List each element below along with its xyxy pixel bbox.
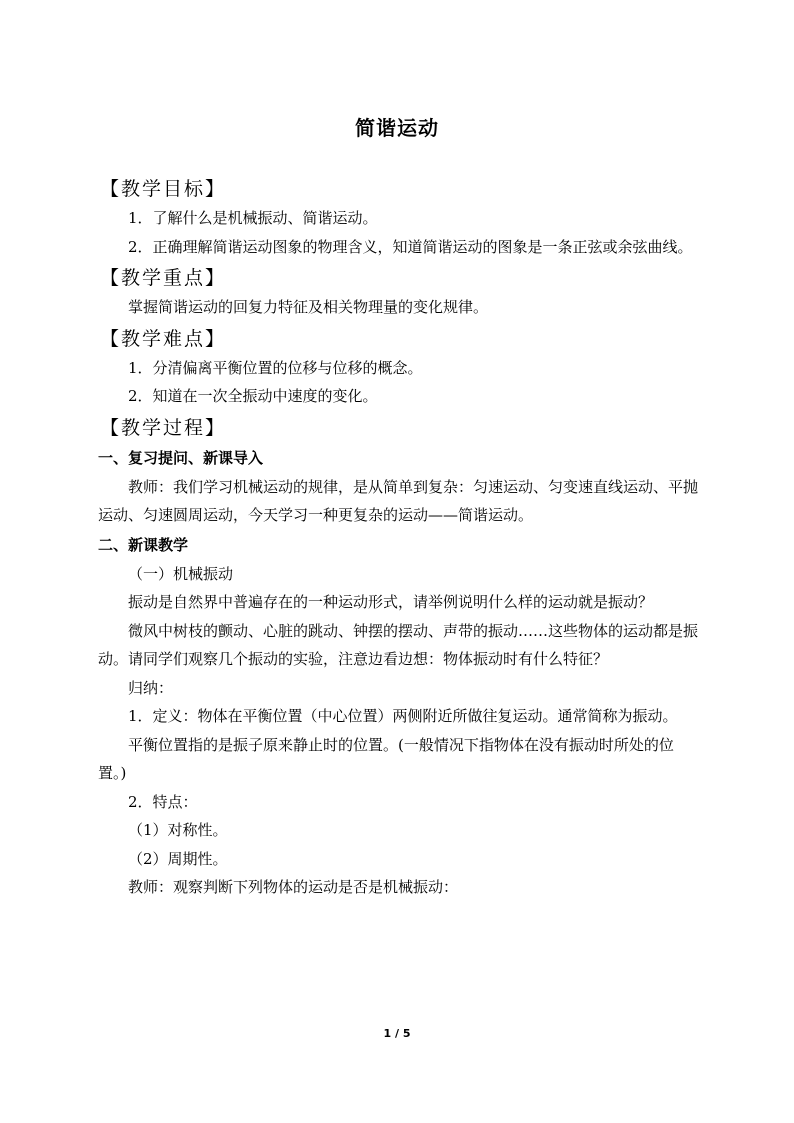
part2-heading: 二、新课教学 (98, 535, 189, 554)
document-body (98, 172, 698, 902)
paragraph-a: 振动是自然界中普遍存在的一种运动形式，请举例说明什么样的运动就是振动？ (128, 593, 654, 611)
difficulty-1: 1．分清偏离平衡位置的位移与位移的概念。 (128, 358, 423, 377)
paragraph-h: （2）周期性。 (128, 849, 228, 868)
subsection-mechanical-vibration: （一）机械振动 (128, 564, 234, 583)
heading-goals: 【教学目标】 (100, 178, 227, 200)
page-title: 简谐运动 (355, 116, 439, 140)
part1-paragraph: 教师：我们学习机械运动的规律，是从简单到复杂：匀速运动、匀变速直线运动、平抛运动、匀速圆周运动，今天学习一种更复杂的运动——简谐运动。 (98, 477, 699, 524)
paragraph-e: 平衡位置指的是振子原来静止时的位置。(一般情况下指物体在没有振动时所处的位置。) (98, 735, 674, 782)
goal-1: 1．了解什么是机械振动、简谐运动。 (128, 209, 378, 227)
part1-heading: 一、复习提问、新课导入 (98, 448, 264, 467)
paragraph-i: 教师：观察判断下列物体的运动是否是机械振动： (128, 878, 459, 896)
heading-key-points: 【教学重点】 (100, 267, 227, 289)
difficulty-2: 2．知道在一次全振动中速度的变化。 (128, 387, 378, 405)
paragraph-d: 1．定义：物体在平衡位置（中心位置）两侧附近所做往复运动。通常简称为振动。 (128, 707, 678, 725)
goal-2: 2．正确理解简谐运动图象的物理含义，知道简谐运动的图象是一条正弦或余弦曲线。 (128, 237, 693, 256)
page-number: 1 / 5 (383, 1027, 411, 1040)
paragraph-f: 2．特点： (128, 792, 198, 811)
paragraph-g: （1）对称性。 (128, 821, 228, 839)
heading-difficulties: 【教学难点】 (100, 327, 227, 350)
paragraph-c: 归纳： (128, 678, 174, 697)
heading-process: 【教学过程】 (100, 416, 227, 439)
key-point-1: 掌握简谐运动的回复力特征及相关物理量的变化规律。 (128, 298, 489, 316)
paragraph-b: 微风中树枝的颤动、心脏的跳动、钟摆的摆动、声带的振动……这些物体的运动都是振动。请同学们观察几个振动的实验，注意边看边想：物体振动时有什么特征？ (98, 621, 699, 668)
